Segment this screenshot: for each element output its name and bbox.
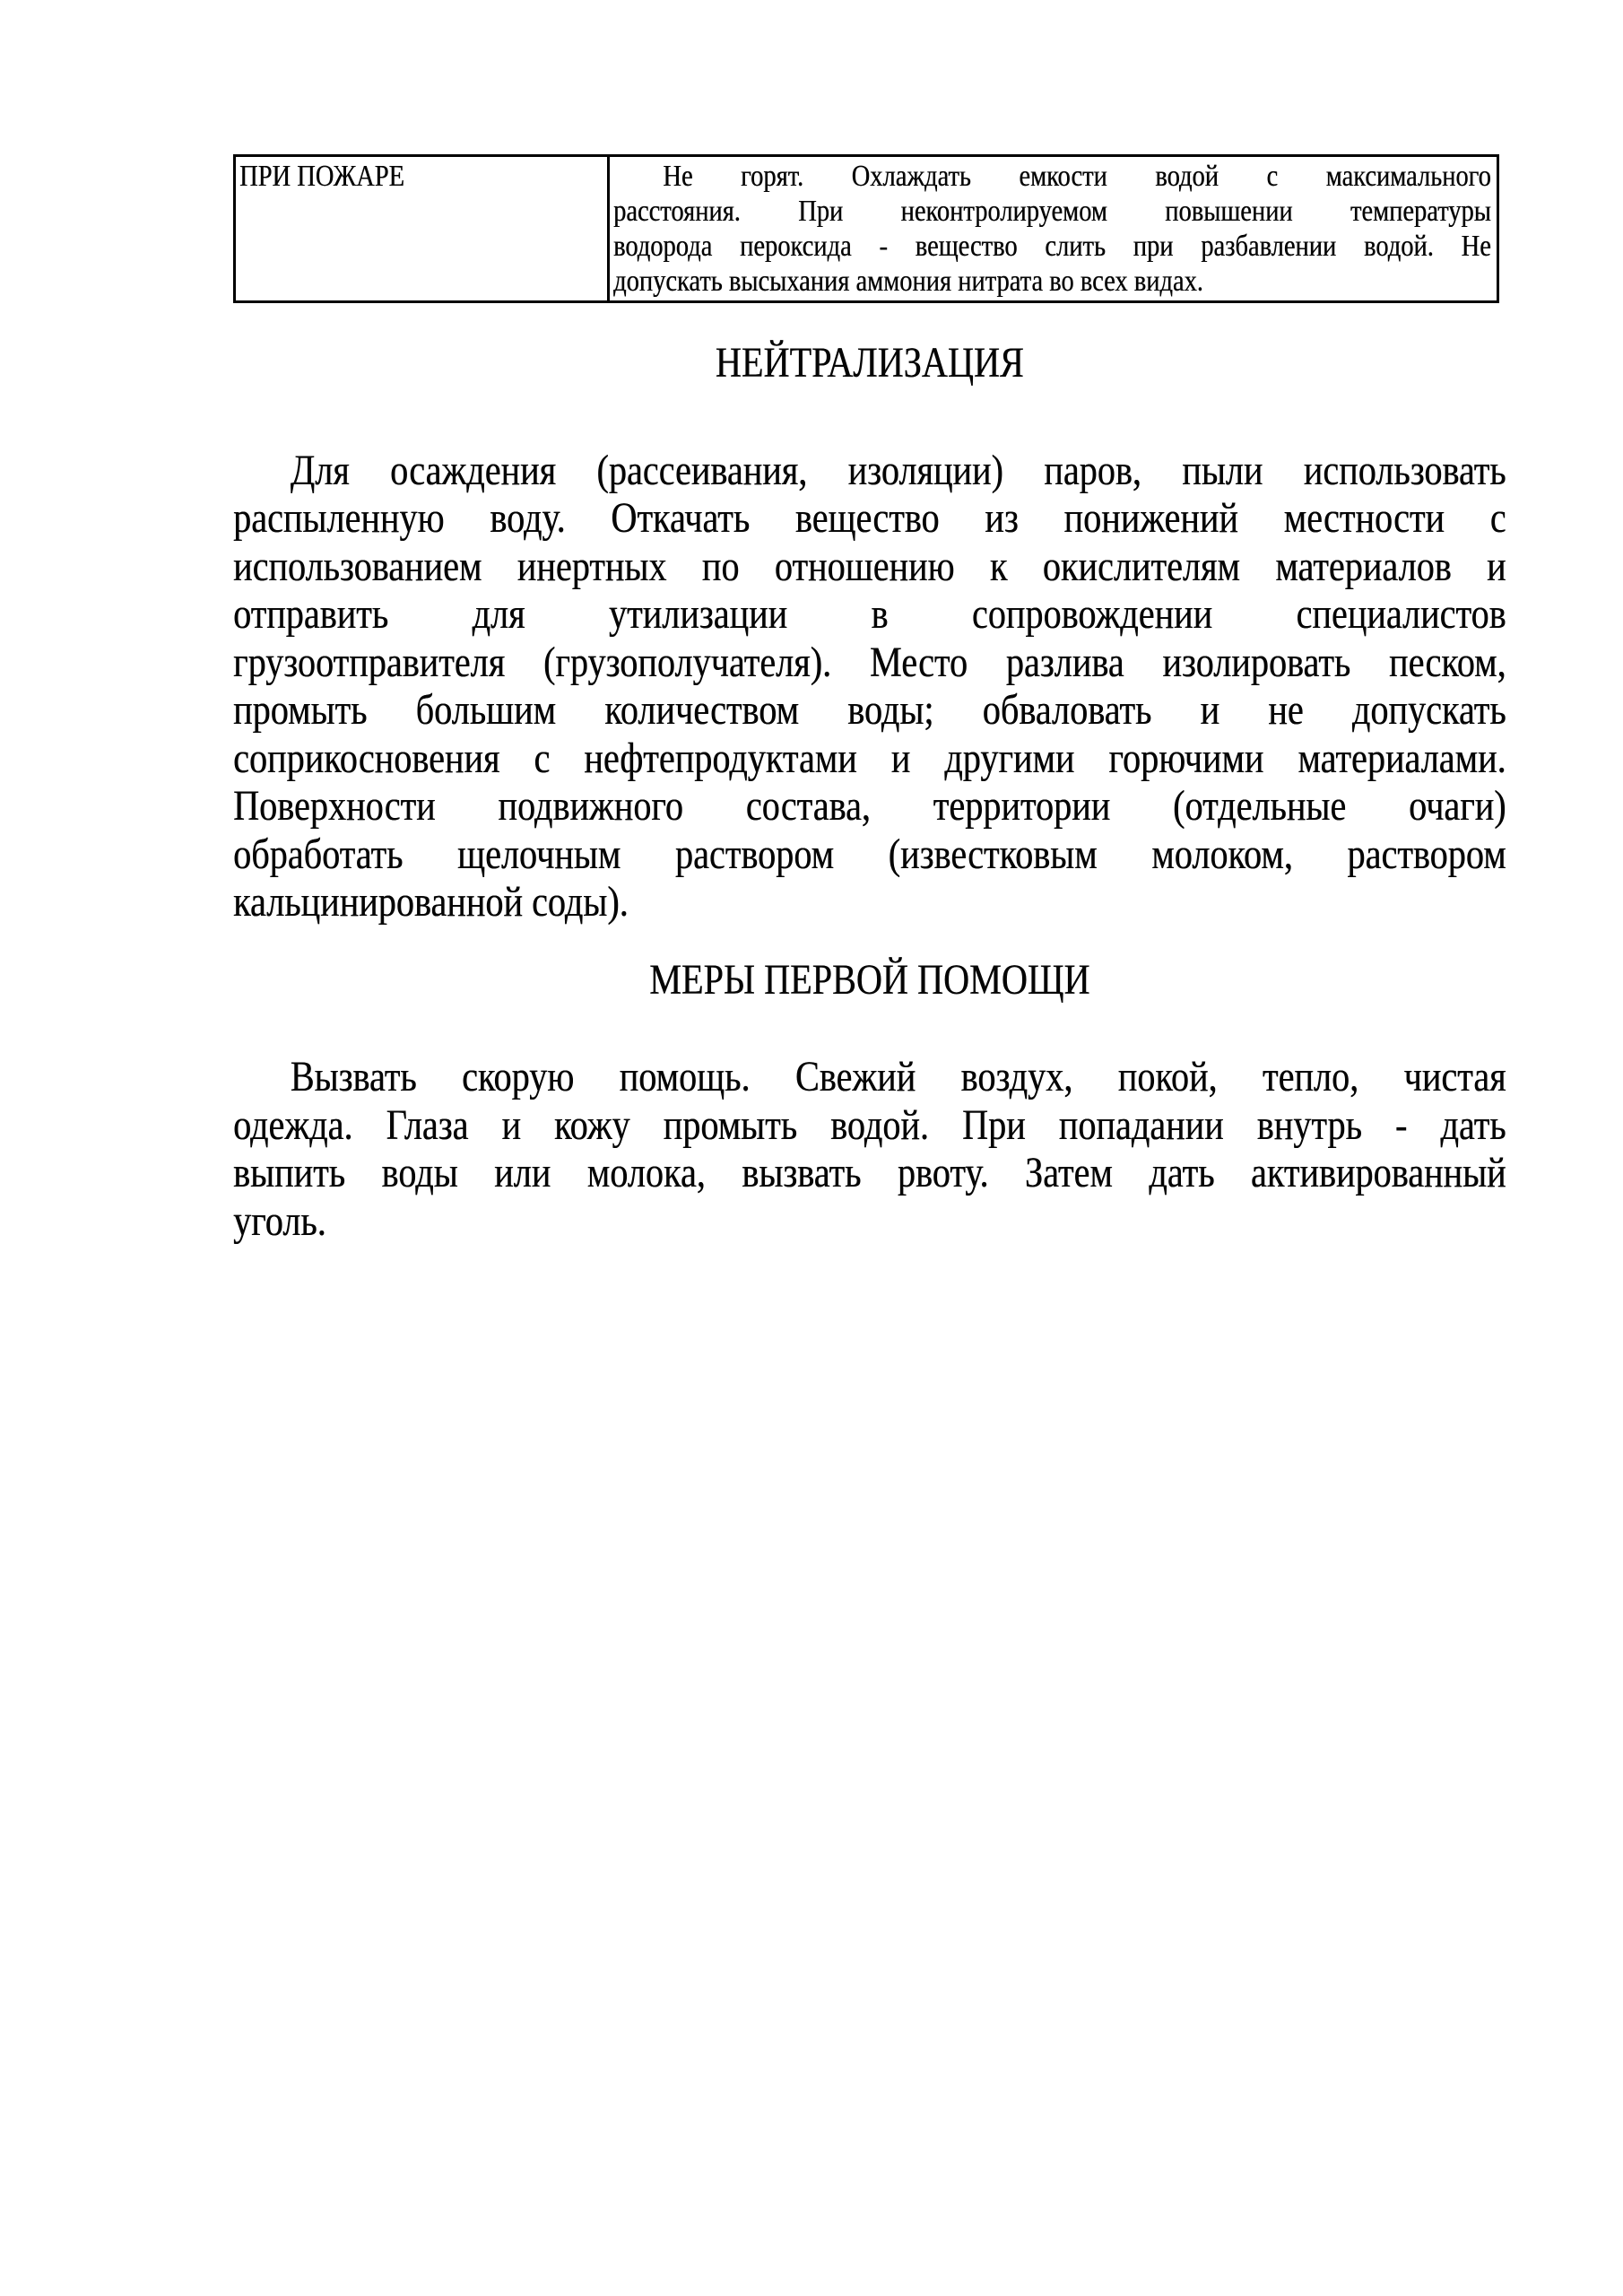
text-line: использованием инертных по отношению к окислителям материалов и bbox=[233, 542, 1506, 590]
text-line: Вызвать скорую помощь. Свежий воздух, покой, тепло, чистая bbox=[290, 1053, 1506, 1100]
text-line: расстояния. При неконтролируемом повышении температуры bbox=[613, 195, 1491, 228]
table-cell-fire-label bbox=[236, 157, 610, 300]
neutralization-paragraph bbox=[233, 447, 1506, 926]
text-line: кальцинированной соды). bbox=[233, 878, 629, 926]
text-line: распыленную воду. Откачать вещество из понижений местности с bbox=[233, 494, 1506, 542]
first-aid-paragraph bbox=[233, 1053, 1506, 1245]
text-line: обработать щелочным раствором (известковым молоком, раствором bbox=[233, 830, 1506, 878]
section-heading-neutralization: НЕЙТРАЛИЗАЦИЯ bbox=[715, 339, 1024, 387]
text-line: допускать высыхания аммония нитрата во всех видах. bbox=[613, 265, 1203, 298]
text-line: грузоотправителя (грузополучателя). Место разлива изолировать песком, bbox=[233, 638, 1506, 686]
text-line: водорода пероксида - вещество слить при разбавлении водой. Не bbox=[613, 230, 1491, 263]
text-line: Не горят. Охлаждать емкости водой с максимального bbox=[663, 160, 1491, 193]
text-line: Для осаждения (рассеивания, изоляции) паров, пыли использовать bbox=[290, 446, 1506, 494]
text-line: выпить воды или молока, вызвать рвоту. Затем дать активированный bbox=[233, 1149, 1506, 1196]
text-line: промыть большим количеством воды; обваловать и не допускать bbox=[233, 686, 1506, 734]
section-heading-first-aid: МЕРЫ ПЕРВОЙ ПОМОЩИ bbox=[649, 955, 1090, 1004]
fire-measures-table bbox=[233, 154, 1499, 303]
table-cell-fire-instructions bbox=[610, 157, 1623, 300]
fire-label-text: ПРИ ПОЖАРЕ bbox=[239, 160, 404, 193]
text-line: соприкосновения с нефтепродуктами и другими горючими материалами. bbox=[233, 734, 1506, 782]
text-line: одежда. Глаза и кожу промыть водой. При попадании внутрь - дать bbox=[233, 1100, 1506, 1149]
text-line: отправить для утилизации в сопровождении специалистов bbox=[233, 590, 1506, 638]
text-line: уголь. bbox=[233, 1196, 326, 1245]
text-line: Поверхности подвижного состава, территории (отдельные очаги) bbox=[233, 782, 1506, 830]
